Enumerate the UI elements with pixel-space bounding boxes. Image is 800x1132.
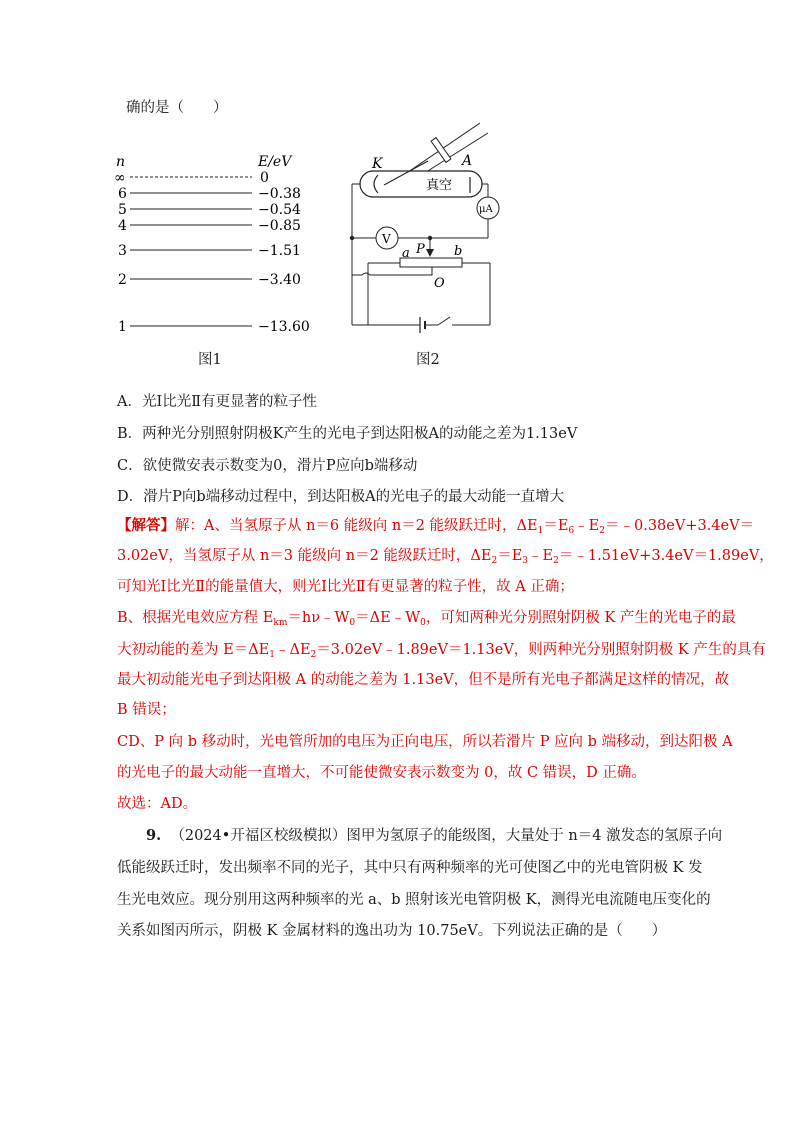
label-P: P xyxy=(416,242,425,257)
question-number: 9. xyxy=(146,827,162,844)
figure2-caption: 图2 xyxy=(416,352,440,368)
level-e-1: −13.60 xyxy=(258,319,310,335)
answer-line-7: B 错误； xyxy=(117,702,176,718)
figure1-caption: 图1 xyxy=(198,352,222,368)
answer-text: ＝E xyxy=(497,548,523,564)
label-O: O xyxy=(434,276,445,291)
subscript: 3 xyxy=(522,556,529,566)
slider-arrow xyxy=(426,249,434,257)
level-e-5: −0.54 xyxy=(258,202,301,218)
answer-text: ﹣E xyxy=(574,518,600,534)
answer-text: B、根据光电效应方程 E xyxy=(117,610,274,626)
answer-text: ＝﹣0.38eV+3.4eV＝ xyxy=(604,518,755,534)
switch xyxy=(438,317,450,325)
question9-line-4: 关系如图丙所示，阴极 K 金属材料的逸出功为 10.75eV。下列说法正确的是（ ） xyxy=(117,923,667,939)
level-n-2: 2 xyxy=(118,272,127,288)
answer-text: 3.02eV，当氢原子从 n＝3 能级向 n＝2 能级跃迁时，ΔE xyxy=(117,548,492,564)
answer-text: ＝3.02eV﹣1.89eV＝1.13eV，则两种光分别照射阴极 K 产生的具有 xyxy=(316,642,766,658)
level-n-inf: ∞ xyxy=(114,170,126,186)
level-e-inf: 0 xyxy=(260,170,269,186)
subscript: 1 xyxy=(537,526,544,536)
answer-text: ＝ΔE﹣W xyxy=(355,610,421,626)
answer-line-9: 的光电子的最大动能一直增大，不可能使微安表示数变为 0，故 C 错误，D 正确。 xyxy=(117,765,646,781)
subscript: 0 xyxy=(349,618,356,628)
question9-line-1 xyxy=(146,826,722,846)
answer-line-10: 故选：AD。 xyxy=(117,796,198,812)
vacuum-label: 真空 xyxy=(426,178,453,193)
question-text: （2024•开福区校级模拟）图甲为氢原子的能级图，大量处于 n＝4 激发态的氢原子向 xyxy=(170,828,723,844)
n-axis-label: n xyxy=(116,154,126,170)
subscript: 2 xyxy=(310,650,317,660)
label-A: A xyxy=(462,153,473,169)
window-slit xyxy=(431,138,451,163)
vacuum-tube xyxy=(360,171,482,197)
answer-line-6: 最大初动能光电子到达阳极 A 的动能之差为 1.13eV，但不是所有光电子都满足这样的情况，故 xyxy=(117,672,730,688)
subscript: km xyxy=(273,618,288,628)
level-n-5: 5 xyxy=(118,202,127,218)
level-n-4: 4 xyxy=(118,218,127,234)
answer-text: ＝E xyxy=(543,518,569,534)
label-K: K xyxy=(372,156,383,172)
voltmeter-label: V xyxy=(382,232,391,246)
answer-text: 解：A、当氢原子从 n＝6 能级向 n＝2 能级跃迁时，ΔE xyxy=(175,518,538,534)
photoelectric-circuit-diagram xyxy=(340,115,510,340)
answer-line-3: 可知光Ⅰ比光Ⅱ的能量值大，则光Ⅰ比光Ⅱ有更显著的粒子性，故 A 正确； xyxy=(117,579,574,595)
junction-dot xyxy=(350,236,354,240)
subscript: 6 xyxy=(568,526,575,536)
level-e-4: −0.85 xyxy=(258,218,301,234)
answer-line-2 xyxy=(117,546,774,566)
option-b: B．两种光分别照射阴极K产生的光电子到达阳极A的动能之差为1.13eV xyxy=(117,426,578,442)
wire xyxy=(352,267,432,275)
energy-axis-label: E/eV xyxy=(258,154,292,170)
answer-text: ﹣ΔE xyxy=(274,642,311,658)
answer-text: ，可知两种光分别照射阴极 K 产生的光电子的最 xyxy=(425,610,736,626)
subscript: 1 xyxy=(269,650,275,660)
answer-line-8: CD、P 向 b 移动时，光电管所加的电压为正向电压，所以若滑片 P 应向 b 端移动，到达阳极 A xyxy=(117,734,733,750)
subscript: 0 xyxy=(420,618,426,628)
label-a: a xyxy=(402,246,410,261)
level-n-6: 6 xyxy=(118,186,127,202)
label-b: b xyxy=(454,244,463,259)
subscript: 2 xyxy=(553,556,559,566)
level-e-3: −1.51 xyxy=(258,243,301,259)
answer-text: ＝﹣1.51eV+3.4eV＝1.89eV， xyxy=(558,548,774,564)
question9-line-3: 生光电效应。现分别用这两种频率的光 a、b 照射该光电管阴极 K，测得光电流随电压变化的 xyxy=(117,892,711,908)
option-a: A．光Ⅰ比光Ⅱ有更显著的粒子性 xyxy=(117,394,318,410)
answer-text: ﹣E xyxy=(528,548,554,564)
subscript: 2 xyxy=(491,556,498,566)
answer-text: 大初动能的差为 E＝ΔE xyxy=(117,642,270,658)
answer-line-5 xyxy=(117,640,766,660)
energy-level-diagram xyxy=(110,150,310,350)
answer-text: ＝hν﹣W xyxy=(287,610,350,626)
level-n-3: 3 xyxy=(118,243,127,259)
option-c: C．欲使微安表示数变为0，滑片P应向b端移动 xyxy=(117,458,418,474)
level-n-1: 1 xyxy=(118,319,127,335)
microammeter-label: μA xyxy=(479,204,493,215)
answer-line-1 xyxy=(117,516,754,536)
level-e-2: −3.40 xyxy=(258,272,301,288)
answer-tag: 【解答】 xyxy=(117,517,175,534)
level-e-6: −0.38 xyxy=(258,186,301,202)
answer-line-4 xyxy=(117,608,736,628)
subscript: 2 xyxy=(599,526,605,536)
question9-line-2: 低能级跃迁时，发出频率不同的光子，其中只有两种频率的光可使图乙中的光电管阴极 K 发 xyxy=(117,860,703,876)
question-stem-tail: 确的是（ ） xyxy=(126,100,228,116)
option-d: D．滑片P向b端移动过程中，到达阳极A的光电子的最大动能一直增大 xyxy=(117,489,565,505)
